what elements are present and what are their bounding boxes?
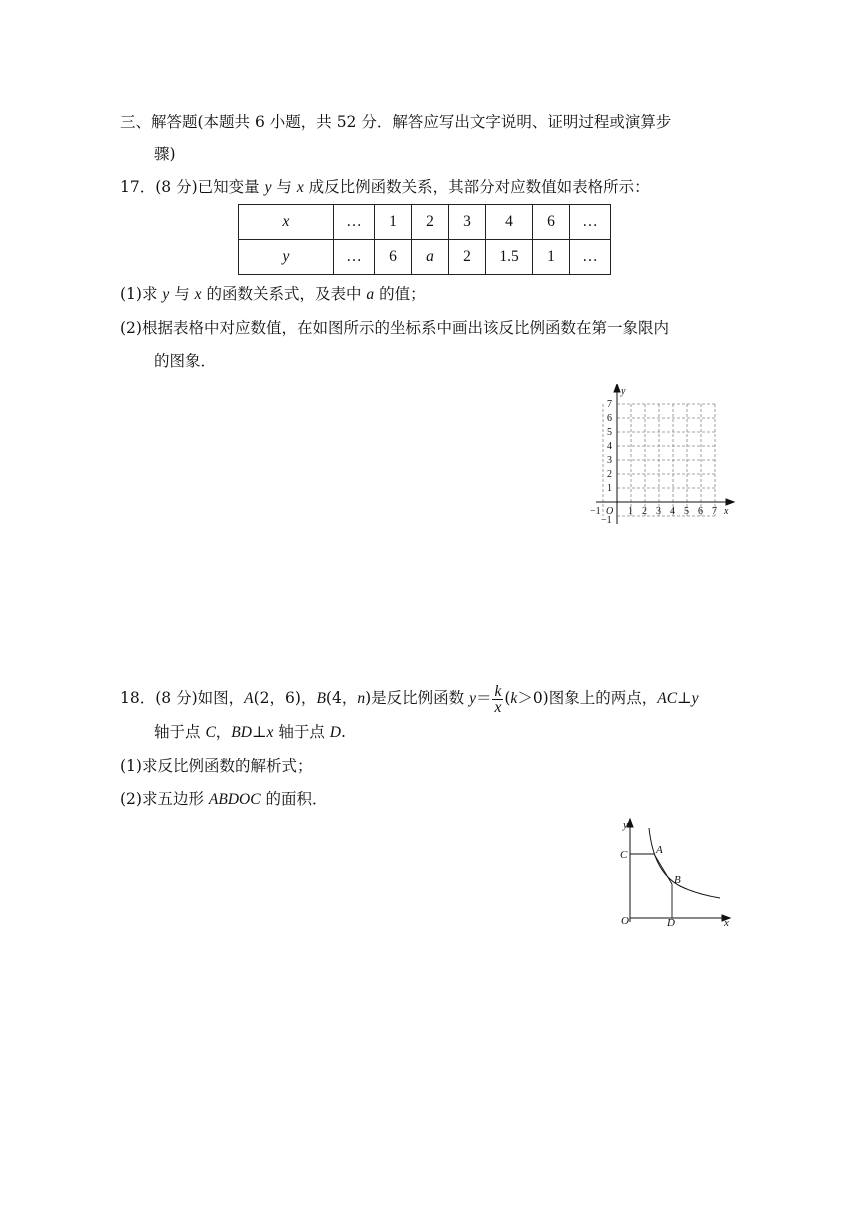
q17-part1 xyxy=(120,284,426,305)
tick-label: 5 xyxy=(684,506,689,517)
q18-stem xyxy=(120,680,699,717)
q17-part1-b: 与 xyxy=(169,285,195,303)
q18-perp: ⊥ xyxy=(677,689,692,707)
q18-var-k: k xyxy=(510,690,518,707)
q18-part1: (1)求反比例函数的解析式； xyxy=(120,757,313,775)
q18-part2-b: 的面积． xyxy=(260,790,328,808)
table-cell: … xyxy=(334,205,375,240)
tick-label: 7 xyxy=(712,506,717,517)
q18-var-y2: y xyxy=(691,690,699,707)
q18-text: 轴于点 xyxy=(273,723,330,741)
q17-part1-y: y xyxy=(162,286,170,303)
fraction-denominator: x xyxy=(494,698,502,716)
q18-pentagon-name: ABDOC xyxy=(208,791,261,808)
table-cell: … xyxy=(570,240,611,275)
q17-part2-line1: (2)根据表格中对应数值，在如图所示的坐标系中画出该反比例函数在第一象限内 xyxy=(120,319,669,337)
table-cell: 1 xyxy=(375,205,412,240)
axes xyxy=(596,384,734,524)
table-header-x: x xyxy=(239,205,334,240)
q18-var-y: y xyxy=(469,690,476,707)
q18-point-b: B xyxy=(316,690,326,707)
q17-coordinate-grid xyxy=(588,384,738,526)
q18-text: (2，6)， xyxy=(253,689,317,707)
q17-text-b: 与 xyxy=(271,178,297,196)
q18-stem-line2 xyxy=(154,722,346,743)
label-o: O xyxy=(621,915,629,927)
q17-part1-d: 的值； xyxy=(374,285,426,303)
table-cell: 3 xyxy=(449,205,486,240)
q17-text-c: 成反比例函数关系，其部分对应数值如表格所示： xyxy=(303,178,650,196)
label-d: D xyxy=(667,917,675,928)
q17-part1-a-var: a xyxy=(366,286,375,303)
q17-var-x: x xyxy=(296,179,304,196)
q18-text: (4， xyxy=(325,689,358,707)
q18-var-n: n xyxy=(357,690,366,707)
section-heading-line2: 骤) xyxy=(154,145,176,163)
table-header-y: y xyxy=(239,240,334,275)
q18-part2 xyxy=(120,789,328,810)
q17-part2-line2: 的图象． xyxy=(154,352,217,370)
section-heading-line1: 三、解答题(本题共 6 小题，共 52 分．解答应写出文字说明、证明过程或演算步 xyxy=(120,113,672,131)
tick-label: 1 xyxy=(628,506,633,517)
q18-fraction xyxy=(492,684,503,715)
table-cell: a xyxy=(412,240,449,275)
tick-label: 2 xyxy=(607,469,612,480)
q18-text: )是反比例函数 xyxy=(365,689,470,707)
tick-label: −1 xyxy=(601,515,612,526)
tick-label: 7 xyxy=(607,399,612,410)
table-cell: 1 xyxy=(533,240,570,275)
label-b: B xyxy=(674,874,681,886)
q18-part2-a: (2)求五边形 xyxy=(120,790,209,808)
q17-text-a: 已知变量 xyxy=(197,178,265,196)
q18-text: . xyxy=(341,723,346,741)
table-cell: 4 xyxy=(486,205,533,240)
table-row-x xyxy=(239,205,611,240)
tick-label: 6 xyxy=(698,506,703,517)
q18-text: 如图， xyxy=(197,689,245,707)
q17-var-y: y xyxy=(264,179,272,196)
origin-label: O xyxy=(606,506,614,517)
table-cell: 6 xyxy=(375,240,412,275)
q18-text: ＞0)图象上的两点， xyxy=(517,689,658,707)
q17-value-table xyxy=(238,204,611,275)
axes xyxy=(627,819,730,922)
grid-lines xyxy=(603,404,715,516)
table-cell: … xyxy=(570,205,611,240)
q18-var-x: x xyxy=(266,724,274,741)
q18-point-d: D xyxy=(329,724,341,741)
segment-ab xyxy=(654,854,672,884)
q17-part1-c: 的函数关系式，及表中 xyxy=(201,285,367,303)
q18-number: 18． xyxy=(120,689,156,707)
tick-label: 5 xyxy=(607,427,612,438)
q17-number: 17． xyxy=(120,178,156,196)
tick-label: 4 xyxy=(607,441,612,452)
table-cell: … xyxy=(334,240,375,275)
fraction-numerator: k xyxy=(494,682,502,700)
q17-points: (8 分) xyxy=(155,178,198,196)
segments xyxy=(630,854,672,918)
table-cell: 2 xyxy=(449,240,486,275)
table-cell: 1.5 xyxy=(486,240,533,275)
tick-label: 4 xyxy=(670,506,675,517)
table-row-y xyxy=(239,240,611,275)
label-y: y xyxy=(623,819,628,831)
q17-stem xyxy=(120,177,650,198)
q18-perp: ⊥ xyxy=(251,723,267,741)
q18-figure xyxy=(616,816,736,928)
label-x: x xyxy=(724,917,729,928)
tick-label: 3 xyxy=(607,455,612,466)
q18-point-a: A xyxy=(244,690,254,707)
tick-label: −1 xyxy=(590,506,601,517)
tick-label: 2 xyxy=(642,506,647,517)
x-axis-label: x xyxy=(724,506,729,517)
label-a: A xyxy=(656,844,663,856)
tick-label: 6 xyxy=(607,413,612,424)
q18-text: ( xyxy=(504,689,511,707)
q17-part1-a: (1)求 xyxy=(120,285,163,303)
q18-points: (8 分) xyxy=(155,689,198,707)
q18-seg-bd: BD xyxy=(231,724,252,741)
q18-seg-ac: AC xyxy=(657,690,678,707)
y-axis-label: y xyxy=(621,386,626,397)
tick-label: 1 xyxy=(607,483,612,494)
q18-equals: ＝ xyxy=(475,689,492,707)
table-cell: 6 xyxy=(533,205,570,240)
q17-part1-x: x xyxy=(194,286,202,303)
q18-point-c: C xyxy=(205,724,216,741)
label-c: C xyxy=(620,849,628,861)
table-cell: 2 xyxy=(412,205,449,240)
q18-text: 轴于点 xyxy=(154,723,206,741)
tick-label: 3 xyxy=(656,506,661,517)
q18-text: ， xyxy=(215,723,232,741)
figure-labels xyxy=(620,819,729,928)
